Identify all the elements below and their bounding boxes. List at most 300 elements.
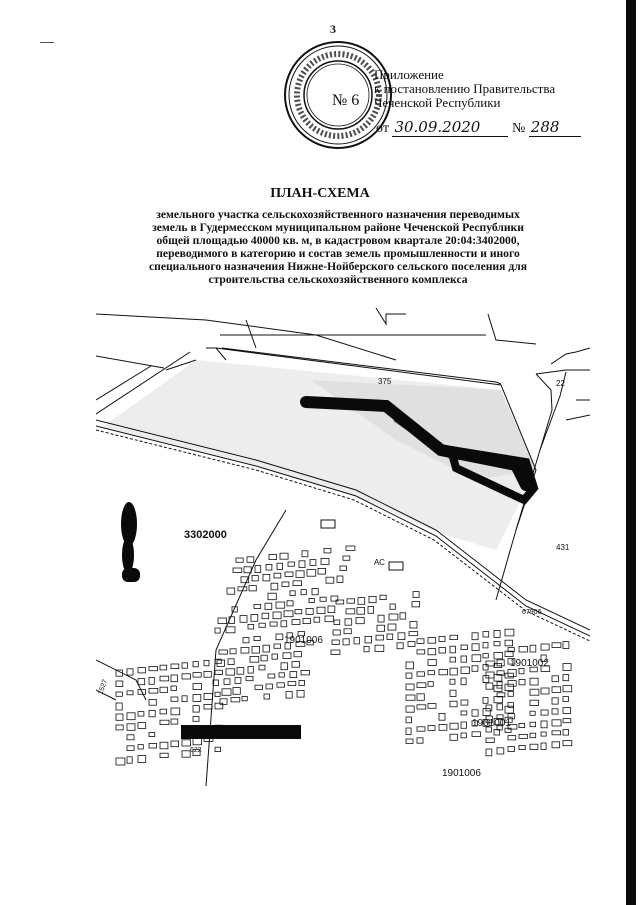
building-shape — [182, 696, 187, 702]
map-label: 375 — [378, 377, 392, 386]
building-shape — [461, 656, 467, 662]
building-shape — [461, 645, 467, 650]
building-shape — [497, 748, 504, 754]
building-shape — [410, 622, 417, 628]
building-shape — [182, 663, 187, 668]
building-shape — [182, 740, 191, 746]
building-shape — [219, 650, 227, 654]
building-shape — [274, 644, 281, 648]
building-shape — [247, 557, 254, 563]
building-shape — [149, 666, 158, 670]
building-shape — [193, 673, 201, 678]
building-shape — [233, 688, 240, 695]
building-shape — [428, 671, 434, 675]
building-shape — [406, 717, 412, 723]
building-shape — [333, 630, 340, 635]
building-shape — [400, 613, 406, 619]
building-shape — [497, 704, 502, 710]
building-shape — [297, 690, 304, 697]
building-shape — [439, 636, 445, 641]
building-shape — [406, 684, 414, 690]
building-shape — [346, 546, 355, 550]
subtitle-line: специального назначения Нижне-Нойберского сельского поселения для — [149, 260, 527, 273]
building-shape — [541, 710, 548, 715]
building-shape — [472, 633, 478, 640]
order-date: 30.09.2020 — [392, 118, 508, 137]
building-shape — [563, 719, 571, 723]
building-shape — [334, 620, 340, 625]
map-label: 431 — [556, 543, 570, 552]
building-shape — [171, 664, 179, 669]
building-shape — [530, 711, 535, 715]
date-prefix: от — [376, 121, 389, 136]
building-shape — [215, 670, 223, 674]
building-shape — [127, 746, 134, 751]
building-shape — [508, 681, 516, 687]
page-number: 3 — [330, 22, 336, 36]
building-shape — [519, 668, 524, 673]
building-shape — [483, 709, 490, 716]
building-shape — [472, 644, 479, 651]
building-shape — [552, 698, 558, 704]
building-shape — [450, 690, 456, 696]
building-shape — [294, 652, 301, 657]
building-shape — [149, 710, 155, 716]
building-shape — [215, 692, 220, 696]
building-shape — [472, 710, 478, 716]
building-shape — [530, 722, 536, 727]
building-shape — [149, 688, 158, 693]
appendix-line: Чеченской Республики — [374, 95, 501, 110]
building-shape — [428, 660, 436, 666]
building-shape — [508, 747, 514, 752]
building-shape — [505, 640, 513, 646]
building-shape — [388, 624, 396, 630]
building-shape — [505, 684, 514, 690]
building-shape — [344, 629, 351, 634]
building-shape — [228, 659, 234, 665]
map-label: 67906 — [522, 609, 542, 616]
subtitle-line: переводимого в категорию и состав земель промышленности и иного — [156, 247, 520, 260]
building-shape — [284, 611, 293, 617]
building-shape — [312, 588, 318, 594]
building-shape — [160, 709, 167, 714]
building-shape — [127, 724, 135, 731]
building-shape — [450, 701, 457, 707]
building-shape — [227, 588, 235, 594]
building-shape — [450, 646, 455, 653]
building-shape — [138, 723, 146, 729]
redacted-strip — [181, 725, 301, 739]
building-shape — [292, 620, 300, 625]
building-shape — [390, 604, 395, 609]
building-shape — [494, 630, 500, 637]
document-subtitle — [100, 208, 576, 286]
building-shape — [389, 614, 398, 620]
building-shape — [171, 741, 179, 747]
building-shape — [364, 646, 369, 651]
building-shape — [321, 558, 329, 564]
building-shape — [204, 693, 213, 699]
building-shape — [519, 646, 527, 652]
building-shape — [116, 758, 125, 765]
building-shape — [406, 706, 414, 712]
building-shape — [309, 598, 314, 602]
building-shape — [138, 756, 146, 763]
building-shape — [406, 673, 412, 678]
building-shape — [193, 739, 202, 745]
building-shape — [552, 643, 561, 648]
building-shape — [276, 602, 285, 608]
building-shape — [171, 675, 178, 682]
building-shape — [271, 583, 278, 590]
building-shape — [417, 683, 426, 688]
building-shape — [530, 700, 539, 705]
building-shape — [461, 667, 470, 673]
building-shape — [299, 561, 305, 568]
building-shape — [286, 692, 292, 699]
scan-edge-shadow — [626, 0, 636, 905]
building-shape — [287, 601, 293, 606]
building-shape — [204, 704, 212, 709]
building-shape — [268, 674, 275, 678]
building-shape — [375, 645, 384, 651]
building-shape — [215, 628, 220, 633]
building-shape — [255, 566, 261, 573]
building-shape — [307, 570, 316, 577]
building-shape — [483, 632, 489, 637]
order-line — [376, 118, 581, 137]
building-shape — [182, 751, 190, 757]
building-shape — [486, 705, 492, 711]
map-label: 1901002 — [510, 658, 549, 669]
building-shape — [262, 613, 269, 619]
building-shape — [160, 720, 169, 724]
building-shape — [250, 656, 259, 662]
building-shape — [486, 749, 492, 756]
building-shape — [274, 573, 281, 578]
building-shape — [276, 634, 283, 640]
building-shape — [343, 556, 350, 560]
building-shape — [261, 655, 267, 661]
map-label: 622 — [190, 747, 202, 754]
building-shape — [288, 562, 294, 566]
building-shape — [428, 726, 435, 731]
building-shape — [248, 624, 254, 629]
building-shape — [193, 684, 202, 690]
building-shape — [233, 568, 242, 573]
building-shape — [530, 689, 539, 695]
appendix-block — [374, 68, 555, 110]
building-shape — [541, 688, 549, 694]
building-shape — [417, 694, 424, 701]
building-shape — [408, 642, 415, 647]
building-shape — [497, 682, 502, 688]
building-shape — [508, 692, 514, 697]
building-shape — [237, 668, 244, 675]
building-shape — [530, 645, 536, 652]
building-shape — [171, 697, 178, 701]
building-shape — [263, 645, 270, 652]
map-label: 1901006 — [284, 635, 323, 646]
building-shape — [450, 635, 458, 639]
building-shape — [127, 757, 132, 763]
building-shape — [541, 732, 546, 736]
building-shape — [277, 683, 284, 687]
building-shape — [149, 677, 154, 684]
building-shape — [413, 592, 419, 598]
building-shape — [343, 639, 349, 645]
building-shape — [508, 703, 513, 708]
building-shape — [138, 712, 144, 717]
building-shape — [193, 706, 199, 713]
building-shape — [369, 596, 376, 602]
building-shape — [552, 687, 561, 693]
building-shape — [320, 597, 326, 601]
building-shape — [246, 676, 253, 680]
building-shape — [325, 616, 334, 622]
building-shape — [505, 673, 513, 678]
building-shape — [483, 643, 488, 648]
building-shape — [171, 708, 180, 715]
building-shape — [397, 643, 403, 649]
building-shape — [347, 599, 355, 603]
building-shape — [226, 627, 235, 633]
building-shape — [281, 621, 287, 627]
building-shape — [417, 672, 424, 676]
building-shape — [450, 679, 455, 684]
building-shape — [552, 720, 561, 726]
map-label: 1901001 — [472, 718, 511, 729]
building-shape — [328, 606, 335, 613]
building-shape — [563, 642, 569, 649]
building-shape — [378, 615, 384, 622]
building-shape — [182, 674, 191, 679]
building-shape — [204, 671, 211, 677]
building-shape — [259, 623, 265, 627]
building-shape — [301, 670, 310, 675]
building-shape — [283, 653, 291, 659]
building-shape — [450, 734, 457, 740]
building-shape — [263, 574, 270, 581]
building-shape — [318, 568, 326, 574]
building-shape — [406, 662, 414, 669]
building-shape — [376, 635, 384, 640]
building-shape — [231, 698, 240, 702]
building-shape — [235, 678, 241, 684]
building-shape — [293, 581, 302, 586]
building-shape — [461, 722, 466, 728]
subtitle-line: земель в Гудермесском муниципальном районе Чеченской Республики — [152, 221, 524, 234]
building-shape — [285, 572, 293, 576]
building-shape — [242, 696, 247, 700]
building-shape — [280, 553, 288, 559]
building-shape — [365, 636, 372, 643]
building-shape — [439, 724, 447, 730]
building-shape — [563, 686, 572, 692]
building-shape — [541, 743, 546, 750]
building-shape — [417, 705, 426, 709]
building-shape — [428, 638, 436, 644]
building-shape — [255, 685, 263, 689]
building-shape — [138, 679, 145, 685]
building-shape — [265, 603, 272, 609]
building-shape — [299, 680, 305, 685]
building-shape — [269, 554, 276, 559]
building-shape — [563, 664, 571, 671]
building-shape — [268, 593, 276, 600]
building-shape — [494, 641, 500, 645]
building-shape — [236, 558, 243, 562]
building-shape — [251, 614, 258, 621]
number-prefix: № — [511, 121, 526, 136]
building-shape — [450, 723, 458, 729]
building-shape — [497, 660, 504, 666]
subtitle-line: строительства сельскохозяйственного комплекса — [208, 273, 468, 286]
building-shape — [439, 669, 448, 674]
building-shape — [171, 686, 176, 690]
building-shape — [483, 654, 488, 658]
building-shape — [160, 665, 167, 670]
building-shape — [486, 738, 494, 743]
building-shape — [127, 691, 133, 695]
building-shape — [483, 698, 488, 704]
building-shape — [563, 730, 569, 736]
building-shape — [387, 634, 393, 640]
building-shape — [472, 666, 478, 672]
building-shape — [277, 563, 283, 569]
building-shape — [406, 739, 413, 743]
building-shape — [336, 600, 344, 604]
building-shape — [288, 682, 296, 686]
building-shape — [472, 655, 481, 662]
building-shape — [244, 567, 251, 573]
building-shape — [331, 650, 340, 655]
building-shape — [519, 679, 525, 684]
building-shape — [461, 700, 468, 705]
building-shape — [552, 709, 558, 714]
cadastral-map — [96, 300, 590, 786]
building-shape — [428, 649, 436, 655]
building-shape — [266, 564, 272, 570]
building-shape — [259, 665, 265, 670]
map-label: 1901006 — [442, 768, 481, 779]
building-shape — [406, 728, 411, 735]
building-shape — [412, 602, 420, 607]
building-shape — [563, 741, 572, 746]
building-shape — [486, 672, 494, 678]
building-shape — [357, 608, 365, 615]
building-shape — [377, 625, 385, 631]
building-shape — [254, 636, 260, 640]
building-shape — [149, 699, 156, 705]
building-shape — [417, 738, 423, 743]
building-shape — [530, 733, 536, 738]
building-shape — [417, 639, 424, 644]
order-number: 288 — [529, 118, 581, 137]
building-shape — [264, 694, 270, 699]
building-shape — [494, 696, 503, 702]
building-shape — [171, 719, 178, 724]
map-label: 1527 — [97, 678, 110, 696]
building-shape — [252, 646, 260, 653]
building-shape — [138, 745, 143, 749]
building-shape — [552, 731, 561, 735]
building-shape — [116, 703, 122, 710]
building-shape — [160, 676, 169, 681]
building-shape — [226, 669, 235, 675]
building-shape — [127, 669, 133, 675]
building-shape — [461, 733, 466, 738]
seal-number: № 6 — [332, 92, 360, 109]
building-shape — [356, 618, 364, 624]
building-shape — [461, 711, 467, 715]
building-shape — [270, 622, 277, 626]
building-shape — [281, 663, 287, 670]
building-shape — [116, 714, 123, 720]
building-shape — [222, 689, 231, 696]
building-shape — [505, 629, 514, 636]
building-shape — [149, 732, 155, 736]
building-shape — [324, 548, 331, 553]
building-shape — [116, 681, 123, 687]
building-shape — [461, 678, 466, 685]
building-shape — [519, 745, 525, 749]
building-shape — [290, 591, 295, 596]
building-shape — [541, 644, 549, 650]
scan-mark — [40, 42, 54, 43]
building-shape — [193, 695, 201, 702]
building-shape — [243, 638, 249, 643]
building-shape — [272, 654, 278, 659]
building-shape — [160, 742, 168, 749]
building-shape — [428, 682, 433, 687]
building-shape — [301, 590, 306, 595]
building-shape — [224, 679, 230, 685]
building-shape — [193, 662, 198, 667]
building-shape — [116, 725, 123, 730]
building-shape — [450, 668, 457, 675]
map-label: АС — [374, 558, 385, 567]
building-shape — [552, 676, 558, 682]
north-arrow-icon — [121, 502, 140, 582]
building-shape — [127, 713, 135, 720]
building-shape — [380, 595, 386, 599]
map-label: 22 — [556, 379, 565, 388]
building-shape — [303, 618, 310, 623]
building-shape — [215, 747, 221, 751]
building-shape — [296, 571, 304, 578]
building-shape — [292, 662, 300, 668]
building-shape — [160, 753, 168, 757]
building-shape — [563, 697, 569, 702]
building-shape — [519, 734, 527, 738]
building-shape — [417, 650, 425, 654]
building-shape — [439, 647, 445, 653]
building-shape — [127, 735, 134, 740]
building-shape — [563, 708, 571, 714]
building-shape — [314, 617, 320, 622]
document-title: ПЛАН-СХЕМА — [270, 186, 370, 201]
building-shape — [302, 551, 308, 557]
building-shape — [450, 657, 456, 662]
building-shape — [486, 683, 493, 689]
appendix-line: к постановлению Правительства — [374, 81, 556, 96]
building-shape — [541, 721, 547, 728]
building-shape — [508, 736, 516, 740]
building-shape — [354, 638, 359, 644]
building-shape — [398, 633, 405, 640]
